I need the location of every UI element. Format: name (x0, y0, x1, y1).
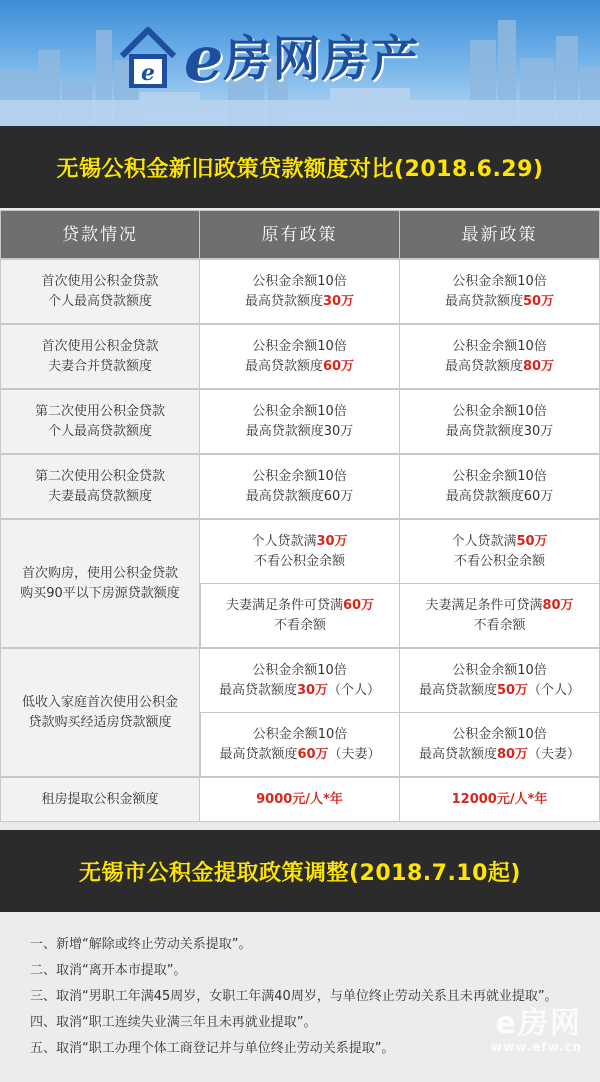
old-policy-cell: 夫妻满足条件可贷满60万 不看余额 (200, 584, 400, 648)
highlight-amount: 80万 (496, 746, 529, 762)
row-label: 第二次使用公积金贷款 夫妻最高贷款额度 (0, 455, 200, 519)
old-policy-cell: 公积金余额10倍 最高贷款额度30万（个人） (200, 649, 400, 713)
policy-notes (0, 912, 600, 1082)
old-policy-cell: 公积金余额10倍 最高贷款额度60万 (200, 455, 400, 519)
note-item: 二、取消“离开本市提取”。 (30, 963, 187, 978)
note-item: 一、新增“解除或终止劳动关系提取”。 (30, 937, 252, 952)
new-policy-cell: 公积金余额10倍 最高贷款额度50万（个人） (400, 649, 600, 713)
highlight-amount: 60万 (297, 746, 329, 762)
watermark-url: www.efw.cn (491, 1040, 582, 1054)
row-label: 租房提取公积金额度 (0, 778, 200, 822)
table-row (0, 324, 600, 389)
note-item: 五、取消“职工办理个体工商登记并与单位终止劳动关系提取”。 (30, 1041, 395, 1056)
comparison-title: 无锡公积金新旧政策贷款额度对比(2018.6.29) (56, 156, 544, 182)
row-label: 第二次使用公积金贷款 个人最高贷款额度 (0, 390, 200, 454)
brand-letter: e (184, 22, 224, 95)
comparison-title-bar (0, 126, 600, 208)
highlight-amount: 50万 (496, 682, 529, 698)
watermark-brand: e房网 (495, 1006, 582, 1041)
withdrawal-title: 无锡市公积金提取政策调整(2018.7.10起) (79, 860, 521, 886)
row-label: 首次使用公积金贷款 个人最高贷款额度 (0, 260, 200, 324)
note-item: 四、取消“职工连续失业满三年且未再就业提取”。 (30, 1015, 317, 1030)
highlight-amount: 50万 (522, 293, 555, 309)
brand-logo (118, 24, 419, 94)
row-label: 首次使用公积金贷款 夫妻合并贷款额度 (0, 325, 200, 389)
highlight-amount: 30万 (296, 682, 329, 698)
table-row-rent (0, 777, 600, 822)
old-policy-cell: 公积金余额10倍 最高贷款额度30万 (200, 390, 400, 454)
table-row-low-income (0, 648, 600, 777)
table-row (0, 389, 600, 454)
new-policy-cell: 夫妻满足条件可贷满80万 不看余额 (400, 584, 600, 648)
table-row-first-home (0, 519, 600, 648)
highlight-amount: 50万 (516, 533, 548, 549)
highlight-amount: 30万 (322, 293, 355, 309)
svg-text:e: e (141, 60, 155, 86)
house-logo-icon (118, 24, 178, 94)
row-label: 低收入家庭首次使用公积金 贷款购买经适房贷款额度 (0, 649, 200, 777)
old-policy-cell: 公积金余额10倍 最高贷款额度30万 (200, 260, 400, 324)
note-item: 三、取消“男职工年满45周岁，女职工年满40周岁，与单位终止劳动关系且未再就业提取”。 (30, 989, 558, 1004)
brand-name: 房网房产 (223, 31, 420, 87)
highlight-amount: 60万 (342, 597, 375, 613)
table-row (0, 259, 600, 324)
new-policy-cell: 12000元/人*年 (400, 778, 600, 822)
old-policy-cell: 公积金余额10倍 最高贷款额度60万（夫妻） (200, 713, 400, 777)
highlight-amount: 80万 (542, 597, 574, 613)
header-cell-new-policy: 最新政策 (400, 211, 600, 259)
watermark (491, 998, 582, 1054)
table-row (0, 454, 600, 519)
new-policy-cell: 公积金余额10倍 最高贷款额度80万 (400, 325, 600, 389)
new-policy-cell: 公积金余额10倍 最高贷款额度50万 (400, 260, 600, 324)
comparison-table (0, 210, 600, 822)
new-policy-cell: 公积金余额10倍 最高贷款额度60万 (400, 455, 600, 519)
withdrawal-title-bar (0, 830, 600, 912)
header-cell-situation: 贷款情况 (0, 211, 200, 259)
new-policy-cell: 公积金余额10倍 最高贷款额度30万 (400, 390, 600, 454)
header-banner (0, 0, 600, 126)
new-policy-cell: 公积金余额10倍 最高贷款额度80万（夫妻） (400, 713, 600, 777)
highlight-amount: 30万 (316, 533, 348, 549)
old-policy-cell: 9000元/人*年 (200, 778, 400, 822)
highlight-amount: 80万 (522, 358, 555, 374)
old-policy-cell: 个人贷款满30万 不看公积金余额 (200, 520, 400, 584)
table-header-row (0, 210, 600, 259)
old-policy-cell: 公积金余额10倍 最高贷款额度60万 (200, 325, 400, 389)
new-policy-cell: 个人贷款满50万 不看公积金余额 (400, 520, 600, 584)
header-cell-old-policy: 原有政策 (200, 211, 400, 259)
row-label: 首次购房，使用公积金贷款 购买90平以下房源贷款额度 (0, 520, 200, 648)
highlight-amount: 60万 (322, 358, 355, 374)
